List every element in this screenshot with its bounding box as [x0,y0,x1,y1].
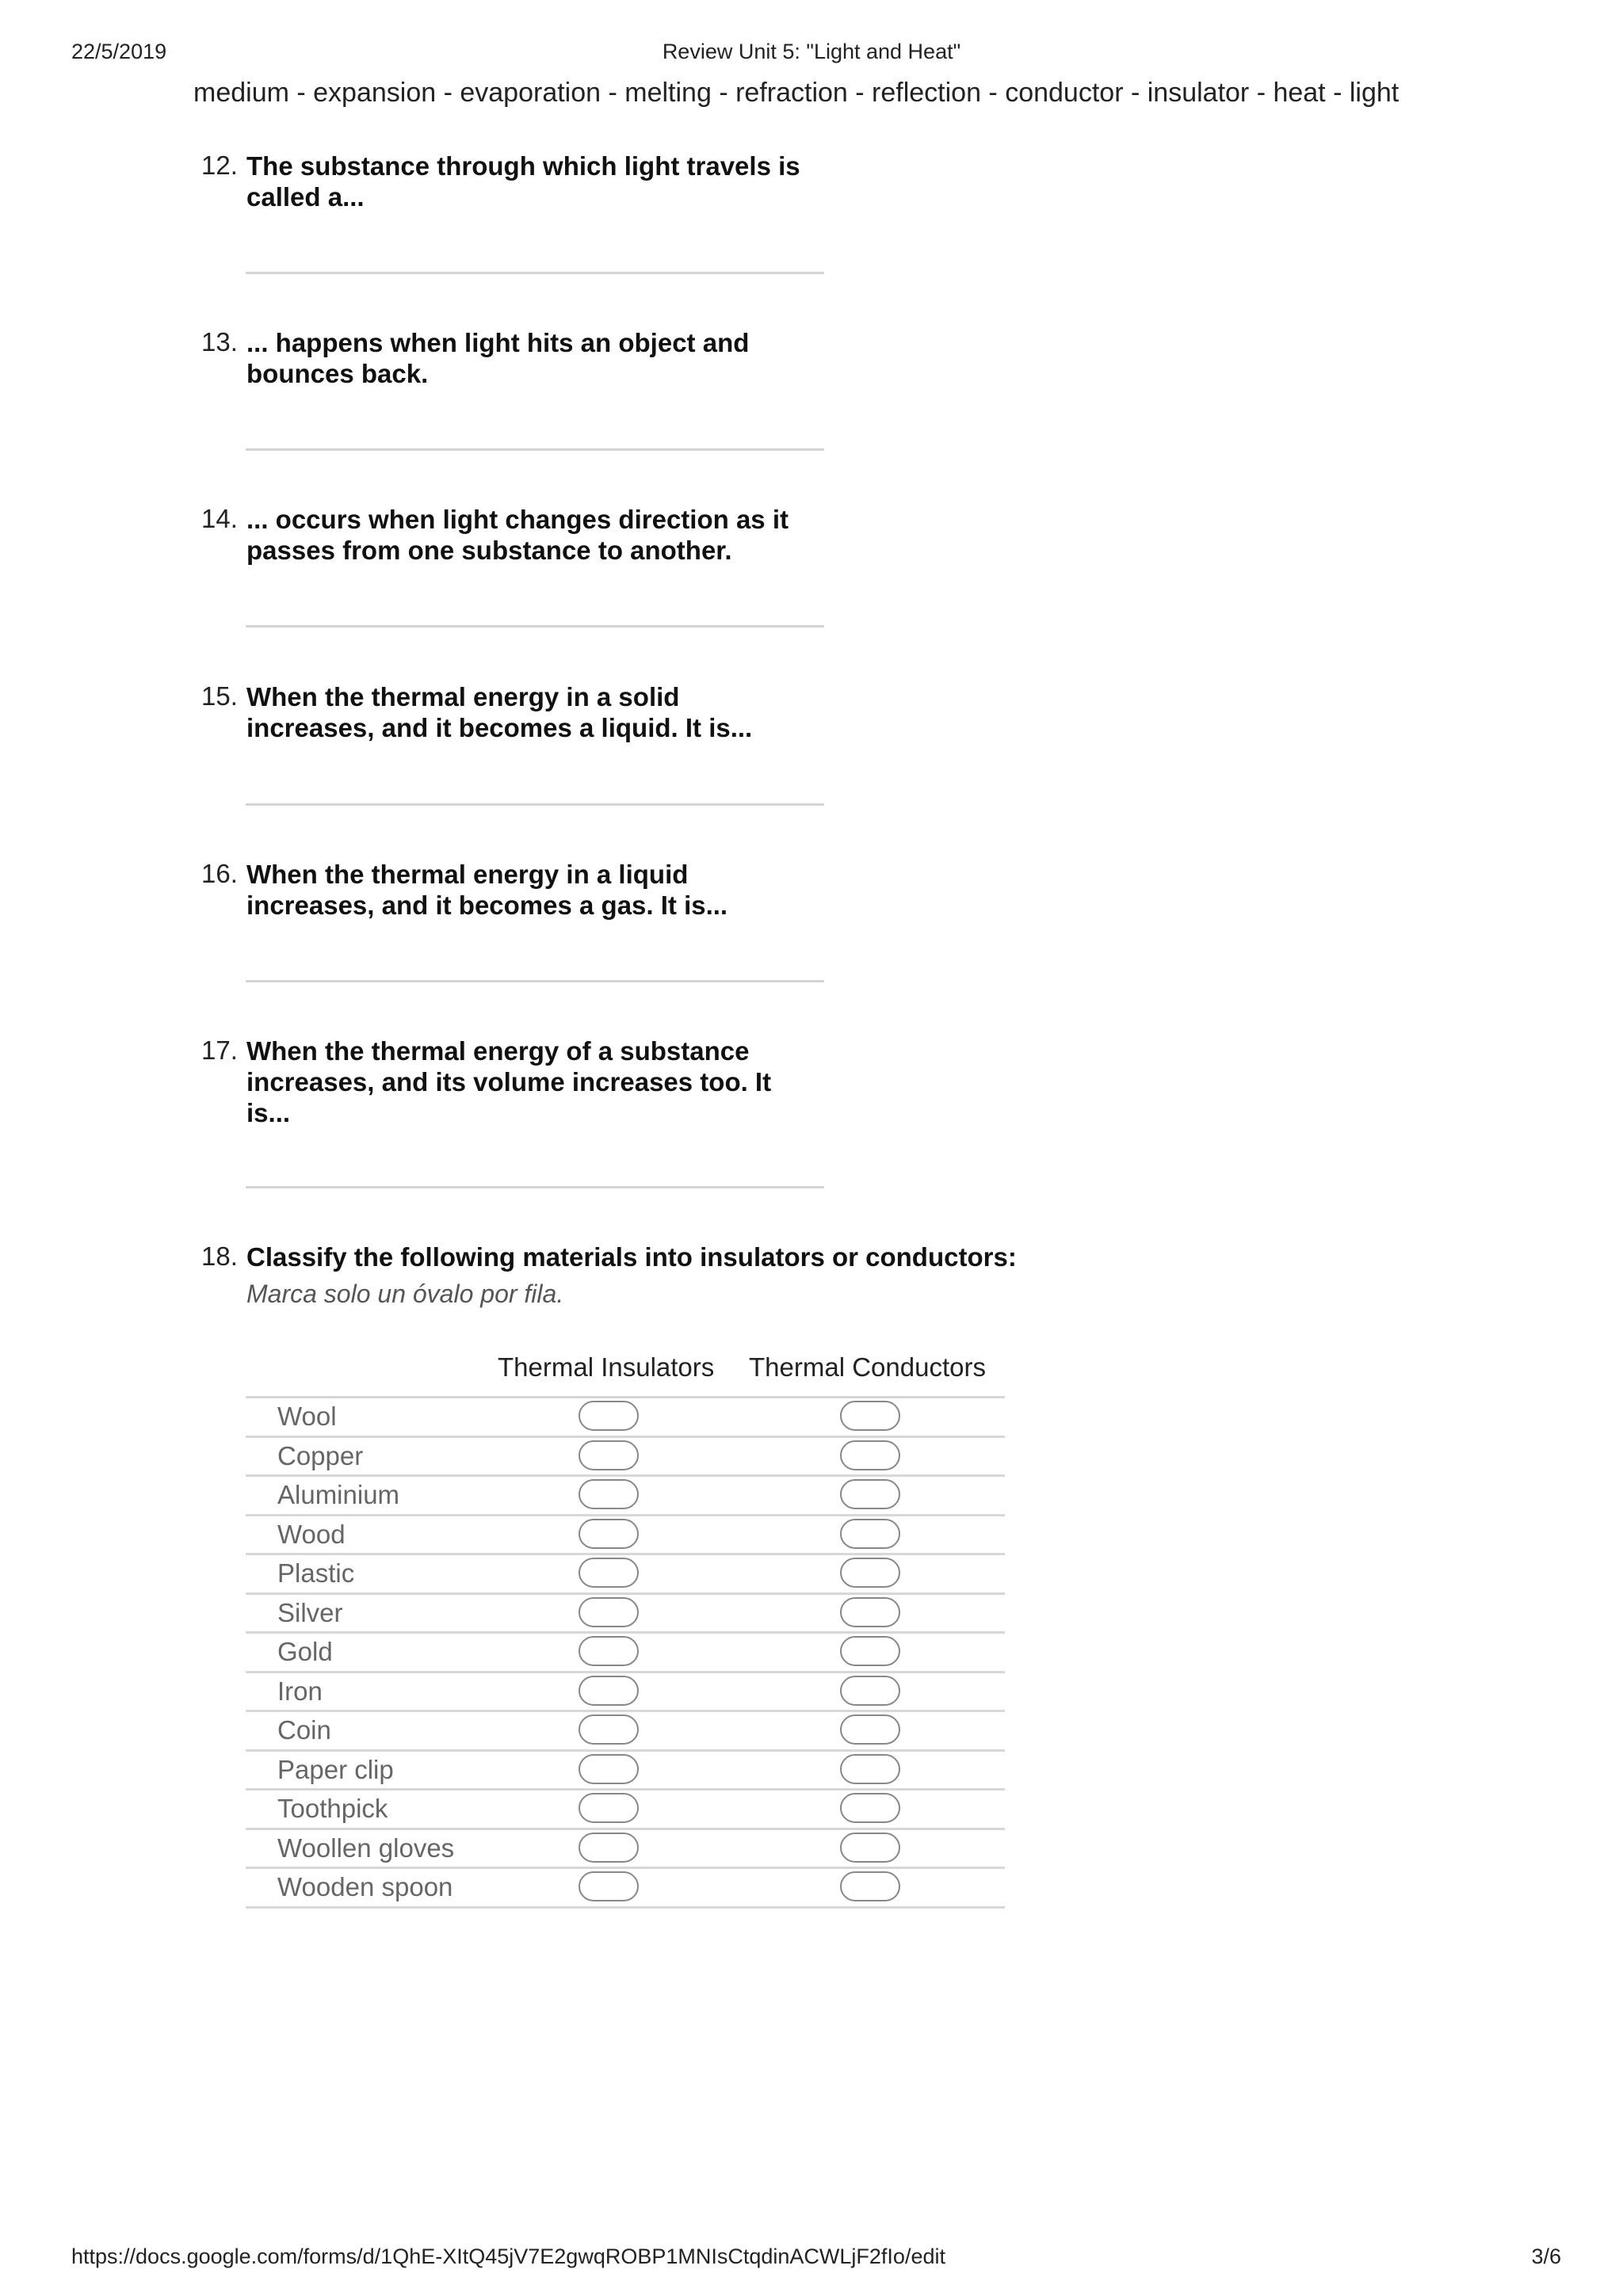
print-date: 22/5/2019 [71,40,167,63]
insulator-radio[interactable] [579,1714,639,1745]
grid-row-wood [246,1516,1005,1556]
conductor-radio[interactable] [840,1793,900,1823]
question-number: 17. [201,1035,238,1065]
row-label: Plastic [277,1558,355,1588]
row-label: Toothpick [277,1794,388,1823]
answer-field-13[interactable] [246,448,824,451]
grid-row-aluminium [246,1477,1005,1516]
conductor-radio[interactable] [840,1871,900,1901]
conductor-radio[interactable] [840,1479,900,1509]
insulator-radio[interactable] [579,1519,639,1549]
insulator-radio[interactable] [579,1676,639,1706]
footer-url: https://docs.google.com/forms/d/1QhE-XItQ45jV7E2gwqROBP1MNIsCtqdinACWLjF2fIo/edit [71,2245,945,2268]
grid-row-woollen-gloves [246,1830,1005,1870]
conductor-radio[interactable] [840,1676,900,1706]
grid-row-paper-clip [246,1752,1005,1791]
insulator-radio[interactable] [579,1401,639,1431]
row-label: Paper clip [277,1754,394,1784]
question-number: 16. [201,859,238,888]
answer-field-16[interactable] [246,980,824,982]
insulator-radio[interactable] [579,1793,639,1823]
conductor-radio[interactable] [840,1754,900,1784]
question-number: 18. [201,1241,238,1271]
question-text: When the thermal energy in a solid increases, and it becomes a liquid. It is... [246,682,753,742]
insulator-radio[interactable] [579,1440,639,1470]
insulator-radio[interactable] [579,1871,639,1901]
column-header-insulators: Thermal Insulators [498,1352,715,1382]
question-text: The substance through which light travels is called a... [246,151,800,212]
page-number: 3/6 [1531,2245,1561,2268]
grid-row-plastic [246,1555,1005,1595]
column-header-conductors: Thermal Conductors [749,1352,986,1382]
row-label: Wooden spoon [277,1872,453,1901]
question-number: 12. [201,151,238,180]
conductor-radio[interactable] [840,1636,900,1666]
insulator-radio[interactable] [579,1754,639,1784]
row-label: Copper [277,1440,364,1470]
insulator-radio[interactable] [579,1597,639,1627]
answer-field-14[interactable] [246,625,824,627]
word-bank: medium - expansion - evaporation - melting - refraction - reflection - conductor - insulator - heat - light [193,78,1400,108]
grid-row-iron [246,1673,1005,1713]
question-number: 15. [201,681,238,711]
question-number: 13. [201,327,238,357]
row-label: Coin [277,1715,331,1745]
conductor-radio[interactable] [840,1833,900,1863]
grid-row-coin [246,1712,1005,1752]
conductor-radio[interactable] [840,1519,900,1549]
grid-row-wool [246,1398,1005,1438]
question-hint: Marca solo un óvalo por fila. [246,1280,564,1308]
choice-grid [246,1396,1005,1909]
row-label: Silver [277,1597,343,1627]
grid-row-toothpick [246,1791,1005,1830]
conductor-radio[interactable] [840,1714,900,1745]
conductor-radio[interactable] [840,1597,900,1627]
grid-row-silver [246,1595,1005,1634]
question-text: ... occurs when light changes direction as it passes from one substance to another. [246,505,789,565]
conductor-radio[interactable] [840,1440,900,1470]
question-text: ... happens when light hits an object and bounces back. [246,328,750,388]
row-label: Wood [277,1519,346,1549]
question-text: When the thermal energy of a substance increases, and its volume increases too. It is... [246,1036,772,1127]
insulator-radio[interactable] [579,1833,639,1863]
insulator-radio[interactable] [579,1479,639,1509]
row-label: Gold [277,1637,333,1666]
answer-field-12[interactable] [246,272,824,274]
question-text: Classify the following materials into insulators or conductors: [246,1242,1017,1272]
answer-field-15[interactable] [246,803,824,806]
conductor-radio[interactable] [840,1401,900,1431]
answer-field-17[interactable] [246,1186,824,1188]
question-number: 14. [201,504,238,533]
row-label: Aluminium [277,1480,400,1509]
conductor-radio[interactable] [840,1558,900,1588]
question-text: When the thermal energy in a liquid increases, and it becomes a gas. It is... [246,860,728,920]
insulator-radio[interactable] [579,1558,639,1588]
grid-row-wooden-spoon [246,1869,1005,1909]
grid-row-gold [246,1634,1005,1673]
insulator-radio[interactable] [579,1636,639,1666]
row-label: Woollen gloves [277,1833,455,1863]
row-label: Wool [277,1402,337,1431]
grid-row-copper [246,1438,1005,1478]
row-label: Iron [277,1676,323,1706]
print-title: Review Unit 5: "Light and Heat" [662,40,961,63]
